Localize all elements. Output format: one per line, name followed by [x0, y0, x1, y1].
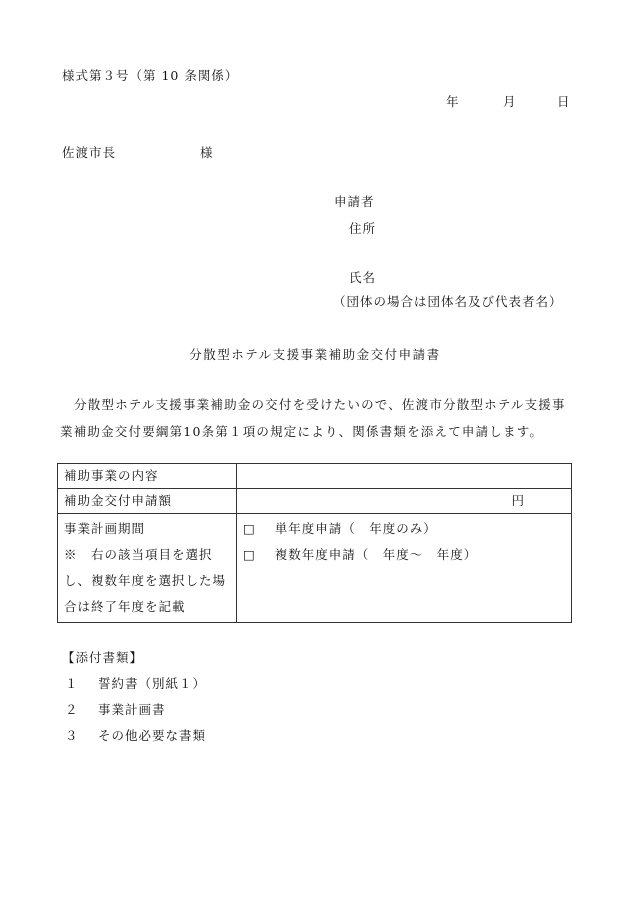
date-year-label: 年: [446, 94, 460, 109]
multi-year-checkbox[interactable]: □: [243, 547, 256, 562]
attachments-section: [62, 645, 206, 749]
date-month-label: 月: [503, 94, 517, 109]
project-period-note-line1: ※ 右の該当項目を選択: [64, 547, 213, 562]
addressee-honorific: 様: [200, 145, 214, 160]
grant-amount-label: 補助金交付申請額: [58, 489, 237, 514]
form-number: 様式第３号（第 10 条関係）: [62, 68, 239, 83]
applicant-label: 申請者: [334, 194, 375, 209]
project-period-options: [237, 514, 572, 623]
attachment-number: ３: [65, 728, 79, 743]
project-period-title: 事業計画期間: [64, 521, 146, 536]
date-day-label: 日: [557, 94, 571, 109]
project-period-note-line3: 合は終了年度を記載: [64, 599, 186, 614]
table-row: [58, 514, 572, 623]
list-item: [62, 723, 206, 749]
name-label: 氏名: [349, 270, 377, 285]
list-item: [62, 697, 206, 723]
project-period-note-line2: し、複数年度を選択した場: [64, 573, 227, 588]
list-item: [62, 671, 206, 697]
multi-year-option-label: 複数年度申請（ 年度～ 年度）: [274, 547, 478, 562]
attachment-text: 事業計画書: [97, 702, 166, 717]
attachments-heading: 【添付書類】: [62, 650, 144, 665]
project-content-label: 補助事業の内容: [58, 464, 237, 489]
addressee-name: 佐渡市長: [62, 145, 117, 160]
single-year-option[interactable]: [243, 516, 565, 542]
attachment-number: １: [65, 676, 79, 691]
application-table: [57, 463, 572, 623]
table-row: [58, 464, 572, 489]
address-label: 住所: [349, 221, 377, 236]
grant-amount-unit[interactable]: 円: [237, 489, 572, 514]
multi-year-option[interactable]: [243, 542, 565, 568]
single-year-checkbox[interactable]: □: [243, 521, 256, 536]
single-year-option-label: 単年度申請（ 年度のみ）: [274, 521, 437, 536]
attachment-number: ２: [65, 702, 79, 717]
project-content-value[interactable]: [237, 464, 572, 489]
document-title: 分散型ホテル支援事業補助金交付申請書: [189, 347, 441, 362]
attachment-text: 誓約書（別紙１）: [97, 676, 206, 691]
body-paragraph: 分散型ホテル支援事業補助金の交付を受けたいので、佐渡市分散型ホテル支援事業補助金交付要綱第10条第１項の規定により、関係書類を添えて申請します。: [60, 397, 566, 439]
attachment-text: その他必要な書類: [97, 728, 206, 743]
name-note: （団体の場合は団体名及び代表者名）: [333, 294, 563, 309]
table-row: [58, 489, 572, 514]
project-period-label: [58, 514, 237, 623]
